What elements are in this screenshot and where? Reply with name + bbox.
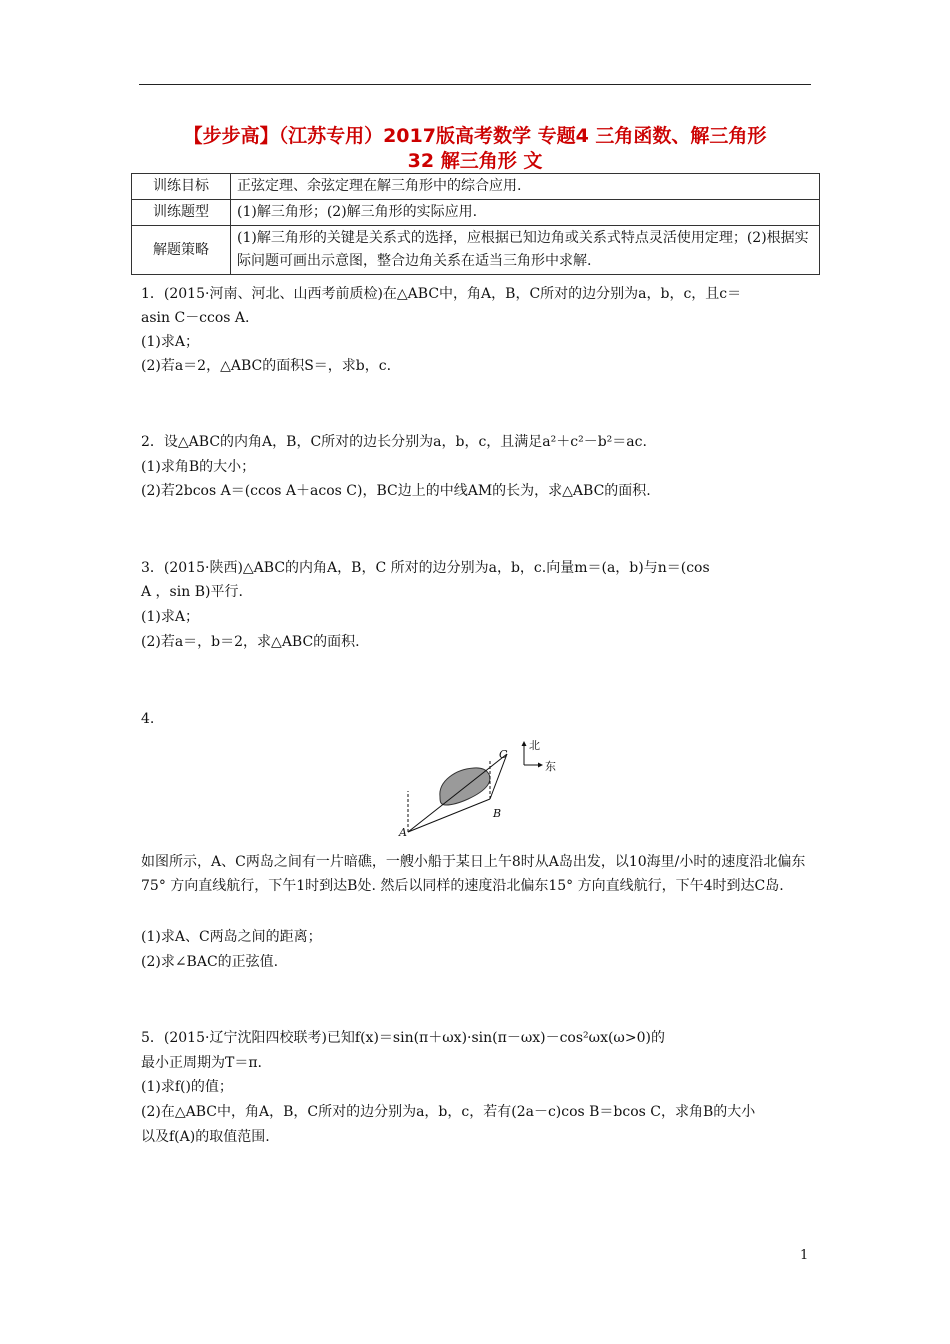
problem-4-number: 4. — [141, 711, 155, 727]
point-c-label: C — [499, 748, 508, 761]
table-label-cell: 训练题型 — [132, 200, 231, 226]
problem-5-line2: 最小正周期为T＝π. — [141, 1055, 262, 1071]
table-row — [132, 226, 820, 275]
table-content-cell: (1)解三角形；(2)解三角形的实际应用. — [231, 200, 820, 226]
compass-north-arrow — [522, 741, 527, 746]
problem-5-question1: (1)求f()的值； — [141, 1079, 233, 1095]
problem-2-question2: (2)若2bcos A＝(ccos A＋acos C)，BC边上的中线AM的长为，求△ABC的面积. — [141, 483, 651, 499]
problem-1-line1: 1．(2015·河南、河北、山西考前质检)在△ABC中，角A，B，C所对的边分别为a，b，c，且c＝ — [141, 286, 742, 302]
document-title-line2: 32 解三角形 文 — [407, 150, 543, 172]
compass-north-label: 北 — [529, 739, 540, 752]
problem-2-line1: 2．设△ABC的内角A，B，C所对的边长分别为a，b，c，且满足a²＋c²－b²＝ac. — [141, 434, 647, 450]
page-number: 1 — [800, 1248, 809, 1263]
problem-3-question2: (2)若a＝，b＝2，求△ABC的面积. — [141, 634, 360, 650]
problem-5-line1: 5．(2015·辽宁沈阳四校联考)已知f(x)＝sin(π＋ωx)·sin(π－ωx)－cos²ωx(ω>0)的 — [141, 1030, 665, 1046]
problem-2-question1: (1)求角B的大小； — [141, 459, 256, 475]
navigation-diagram — [390, 733, 570, 845]
point-a-label: A — [399, 826, 407, 839]
training-info-table — [131, 173, 820, 275]
problem-4-text: 如图所示，A、C两岛之间有一片暗礁，一艘小船于某日上午8时从A岛出发，以10海里/小时的速度沿北偏东75° 方向直线航行，下午1时到达B处. 然后以同样的速度沿北偏东15° 方向直线航行，下午4时到达C岛. — [141, 854, 806, 894]
problem-3-question1: (1)求A； — [141, 609, 199, 625]
compass-east-arrow — [538, 763, 543, 768]
problem-3-line1: 3．(2015·陕西)△ABC的内角A，B，C 所对的边分别为a，b，c.向量m＝(a，b)与n＝(cos — [141, 560, 710, 576]
problem-4-question2: (2)求∠BAC的正弦值. — [141, 954, 279, 970]
problem-5-question2-line2: 以及f(A)的取值范围. — [141, 1129, 270, 1145]
table-row — [132, 200, 820, 226]
problem-4-question1: (1)求A、C两岛之间的距离； — [141, 929, 322, 945]
table-content-cell: (1)解三角形的关键是关系式的选择，应根据已知边角或关系式特点灵活使用定理；(2)根据实际问题可画出示意图，整合边角关系在适当三角形中求解. — [231, 226, 820, 275]
problem-1-question1: (1)求A； — [141, 334, 199, 350]
problem-5-question2-line1: (2)在△ABC中，角A，B，C所对的边分别为a，b，c，若有(2a－c)cos B＝bcos C，求角B的大小 — [141, 1104, 756, 1120]
header-rule — [139, 84, 811, 85]
document-title-line1: 【步步高】（江苏专用）2017版高考数学 专题4 三角函数、解三角形 — [183, 125, 767, 147]
table-content-cell: 正弦定理、余弦定理在解三角形中的综合应用. — [231, 174, 820, 200]
table-label-cell: 解题策略 — [132, 226, 231, 275]
problem-3-line2: A ，sin B)平行. — [141, 584, 243, 600]
point-b-label: B — [493, 807, 502, 820]
table-row — [132, 174, 820, 200]
compass-east-label: 东 — [545, 760, 556, 773]
table-label-cell: 训练目标 — [132, 174, 231, 200]
problem-1-question2: (2)若a＝2，△ABC的面积S＝，求b，c. — [141, 358, 392, 374]
problem-1-line2: asin C－ccos A. — [141, 310, 250, 326]
